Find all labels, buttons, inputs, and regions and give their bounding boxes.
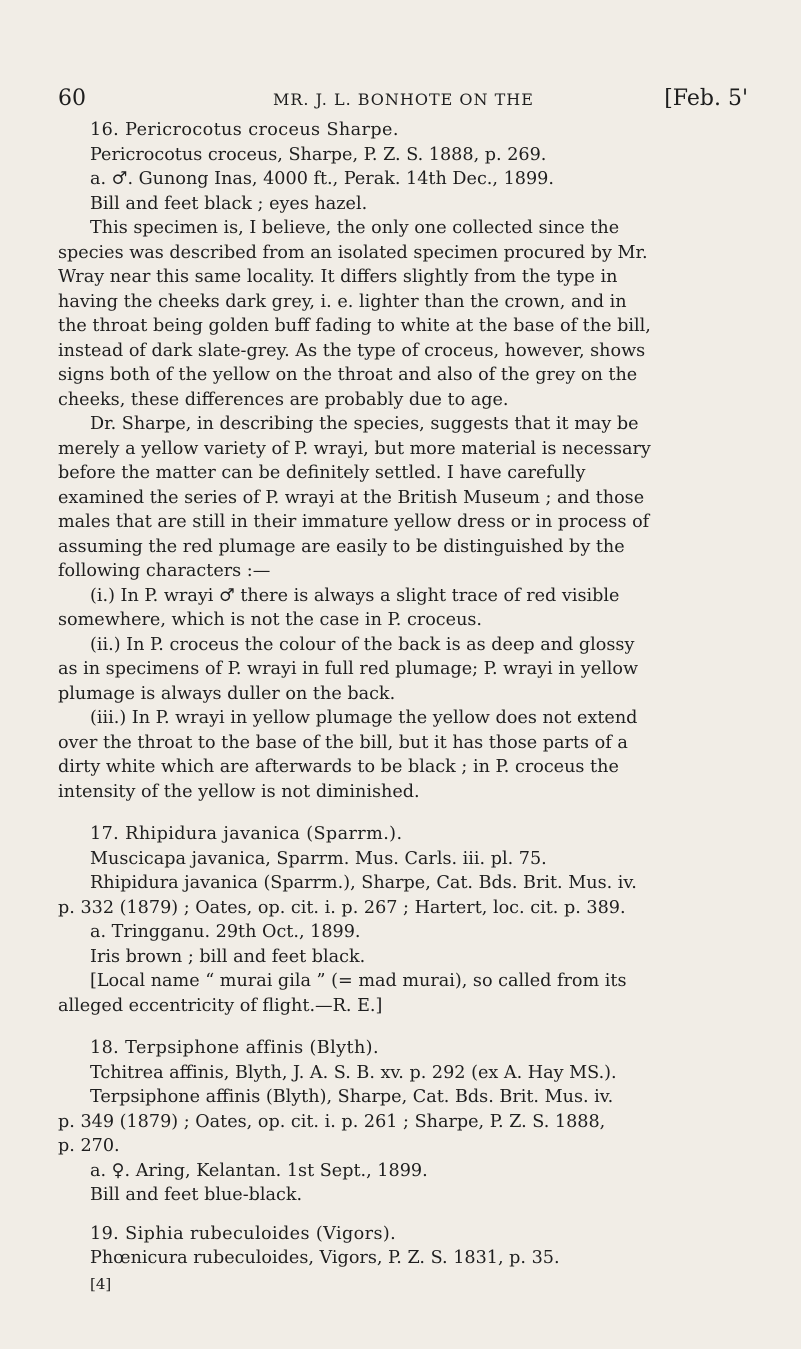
note-line: Bill and feet black ; eyes hazel.: [90, 193, 368, 214]
text-line: intensity of the yellow is not diminished.: [58, 781, 420, 802]
text-line: dirty white which are afterwards to be black ; in P. croceus the: [58, 757, 619, 777]
text-line: following characters :—: [58, 561, 271, 581]
citation-line: p. 270.: [58, 1136, 120, 1156]
citation-line: Pericrocotus croceus, Sharpe, P. Z. S. 1888, p. 269.: [90, 144, 547, 165]
citation-line: p. 349 (1879) ; Oates, op. cit. i. p. 261 ; Sharpe, P. Z. S. 1888,: [58, 1111, 606, 1132]
citation-line: Rhipidura javanica (Sparrm.), Sharpe, Cat. Bds. Brit. Mus. iv.: [90, 873, 637, 893]
citation-line: Muscicapa javanica, Sparrm. Mus. Carls. iii. pl. 75.: [90, 848, 547, 869]
text-line: [Local name “ murai gila ” (= mad murai), so called from its: [90, 971, 627, 991]
running-title: MR. J. L. BONHOTE ON THE: [273, 90, 534, 109]
text-line: (iii.) In P. wrayi in yellow plumage the yellow does not extend: [90, 708, 638, 728]
signature-mark: [4]: [90, 1274, 112, 1293]
note-line: Iris brown ; bill and feet black.: [90, 946, 366, 967]
citation-line: p. 332 (1879) ; Oates, op. cit. i. p. 267 ; Hartert, loc. cit. p. 389.: [58, 897, 626, 918]
note-line: Bill and feet blue-black.: [90, 1185, 303, 1205]
text-line: This specimen is, I believe, the only one collected since the: [90, 218, 620, 238]
text-line: Dr. Sharpe, in describing the species, suggests that it may be: [90, 414, 639, 434]
text-line: Wray near this same locality. It differs slightly from the type in: [58, 267, 618, 287]
text-line: somewhere, which is not the case in P. croceus.: [58, 610, 483, 630]
text-line: before the matter can be definitely settled. I have carefully: [58, 463, 586, 483]
text-line: cheeks, these differences are probably due to age.: [58, 389, 509, 410]
text-line: males that are still in their immature yellow dress or in process of: [58, 512, 650, 532]
text-line: assuming the red plumage are easily to be distinguished by the: [58, 536, 625, 557]
text-line: instead of dark slate-grey. As the type of croceus, however, shows: [58, 340, 646, 361]
heading-species-16: 16. Pericrocotus croceus Sharpe.: [90, 120, 399, 140]
heading-species-17: 17. Rhipidura javanica (Sparrm.).: [90, 824, 403, 844]
heading-species-19: 19. Siphia rubeculoides (Vigors).: [90, 1223, 397, 1244]
text-line: examined the series of P. wrayi at the British Museum ; and those: [58, 487, 645, 508]
page-number: 60: [58, 86, 86, 111]
text-line: species was described from an isolated specimen procured by Mr.: [58, 242, 648, 263]
specimen-line: a. ♀. Aring, Kelantan. 1st Sept., 1899.: [90, 1160, 428, 1181]
text-line: merely a yellow variety of P. wrayi, but more material is necessary: [58, 438, 651, 459]
citation-line: Tchitrea affinis, Blyth, J. A. S. B. xv. p. 292 (ex A. Hay MS.).: [90, 1062, 617, 1083]
header-date: [Feb. 5': [664, 86, 748, 111]
text-line: plumage is always duller on the back.: [58, 683, 396, 704]
specimen-line: a. Tringganu. 29th Oct., 1899.: [90, 922, 361, 942]
running-header: [58, 86, 748, 116]
citation-line: Terpsiphone affinis (Blyth), Sharpe, Cat. Bds. Brit. Mus. iv.: [90, 1087, 614, 1107]
specimen-line: a. ♂. Gunong Inas, 4000 ft., Perak. 14th Dec., 1899.: [90, 169, 554, 189]
citation-line: Phœnicura rubeculoides, Vigors, P. Z. S. 1831, p. 35.: [90, 1248, 560, 1268]
text-line: having the cheeks dark grey, i. e. lighter than the crown, and in: [58, 291, 627, 312]
text-line: over the throat to the base of the bill, but it has those parts of a: [58, 732, 628, 753]
text-line: as in specimens of P. wrayi in full red plumage; P. wrayi in yellow: [58, 659, 639, 679]
text-line: (ii.) In P. croceus the colour of the back is as deep and glossy: [90, 634, 635, 655]
text-line: signs both of the yellow on the throat and also of the grey on the: [58, 365, 638, 385]
text-line: the throat being golden buff fading to white at the base of the bill,: [58, 316, 651, 336]
page-body: [58, 118, 748, 1297]
text-line: (i.) In P. wrayi ♂ there is always a slight trace of red visible: [90, 585, 620, 606]
text-line: alleged eccentricity of flight.—R. E.]: [58, 995, 383, 1016]
heading-species-18: 18. Terpsiphone affinis (Blyth).: [90, 1038, 379, 1058]
